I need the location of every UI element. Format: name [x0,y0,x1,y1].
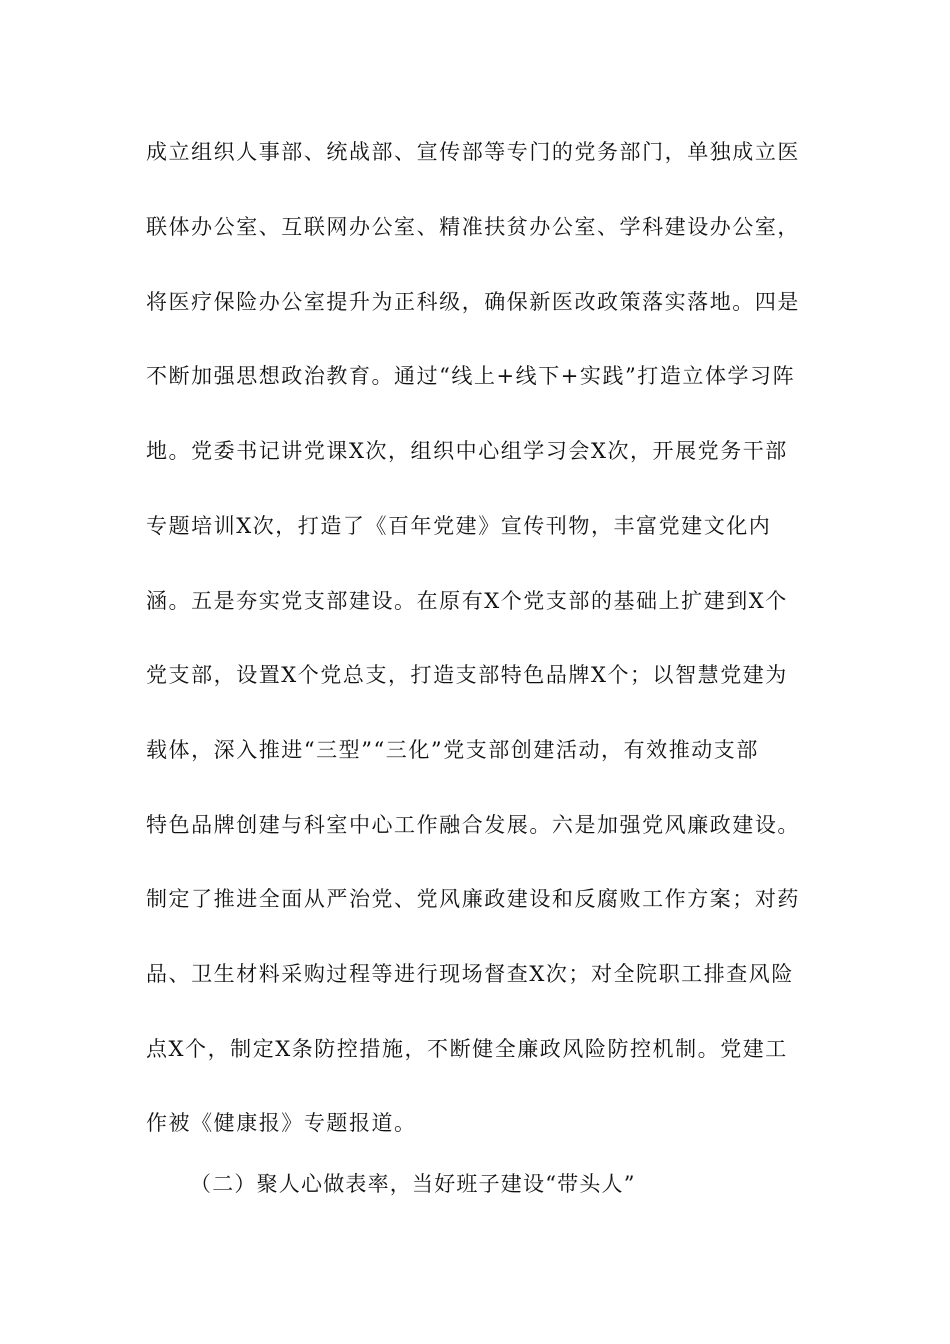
paragraph-line-9: 载体，深入推进“三型”“三化”党支部创建活动，有效推动支部 [146,738,759,762]
paragraph-line-12: 品、卫生材料采购过程等进行现场督查X次；对全院职工排查风险 [146,962,794,986]
paragraph-line-11: 制定了推进全面从严治党、党风廉政建设和反腐败工作方案；对药 [146,887,800,911]
paragraph-line-14: 作被《健康报》专题报道。 [146,1111,417,1135]
paragraph-line-2: 联体办公室、互联网办公室、精准扶贫办公室、学科建设办公室， [146,215,800,239]
paragraph-line-8: 党支部，设置X个党总支，打造支部特色品牌X个；以智慧党建为 [146,663,788,687]
paragraph-line-6: 专题培训X次，打造了《百年党建》宣传刊物，丰富党建文化内 [146,514,772,538]
section-heading: （二）聚人心做表率，当好班子建设“带头人” [190,1172,636,1196]
paragraph-line-4: 不断加强思想政治教育。通过“线上+线下+实践”打造立体学习阵 [146,364,796,388]
paragraph-line-10: 特色品牌创建与科室中心工作融合发展。六是加强党风廉政建设。 [146,813,800,837]
paragraph-line-13: 点X个，制定X条防控措施，不断健全廉政风险防控机制。党建工 [146,1037,788,1061]
paragraph-line-3: 将医疗保险办公室提升为正科级，确保新医改政策落实落地。四是 [146,290,800,314]
paragraph-line-7: 涵。五是夯实党支部建设。在原有X个党支部的基础上扩建到X个 [146,589,788,613]
paragraph-line-5: 地。党委书记讲党课X次，组织中心组学习会X次，开展党务干部 [146,439,788,463]
paragraph-line-1: 成立组织人事部、统战部、宣传部等专门的党务部门，单独成立医 [146,140,800,164]
